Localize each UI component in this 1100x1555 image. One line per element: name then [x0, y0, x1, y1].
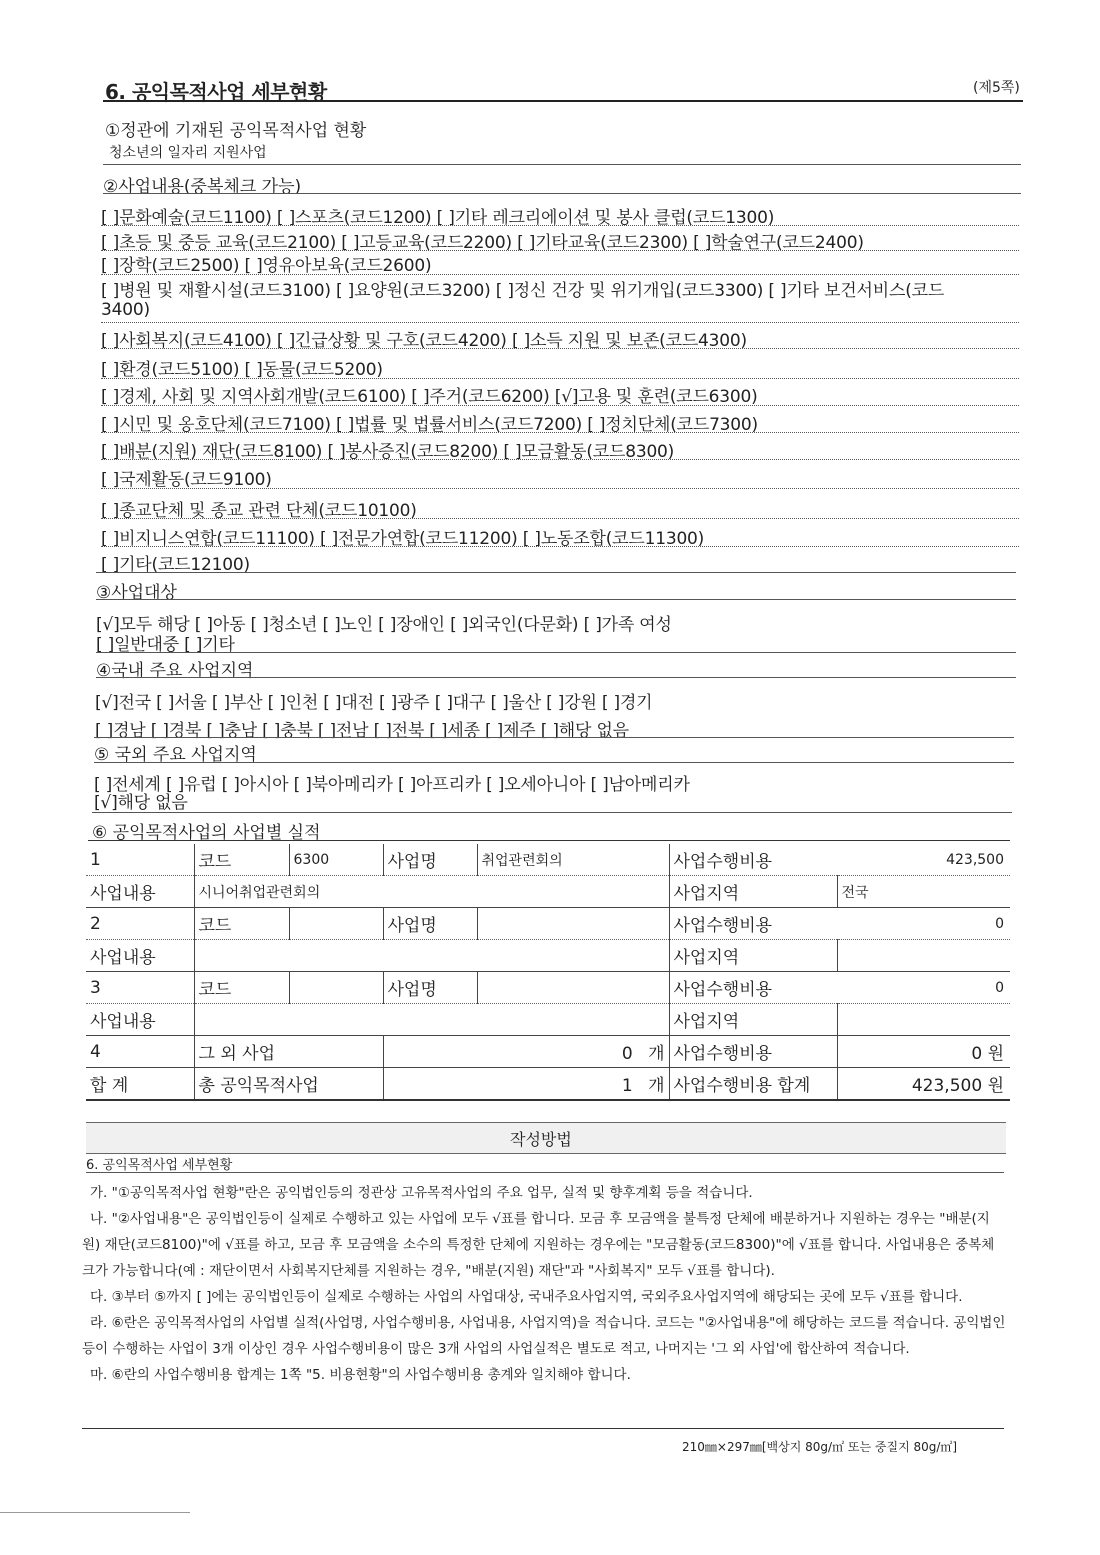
instruction-item: 다. ③부터 ⑤까지 [ ]에는 공익법인등이 실제로 수행하는 사업의 사업대상, 국내주요사업지역, 국외주요사업지역에 해당되는 곳에 모두 √표를 합니다.	[90, 1289, 963, 1305]
sec3-line: [√]모두 해당 [ ]아동 [ ]청소년 [ ]노인 [ ]장애인 [ ]외국인(다문화) [ ]가족 여성	[96, 615, 672, 635]
instruction-item: 나. "②사업내용"은 공익법인등이 실제로 수행하고 있는 사업에 모두 √표를 합니다. 모금 후 모금액을 불특정 단체에 배분하거나 지원하는 경우는 "배분(지원) 재단(코드8100)"에 √표를 하고, 모금 후 모금액을 소수의 특정한 단체에 지원하는 경우에는 "모금활동(코드8300)"에 √표를 합니다. 사업내용은 중복체크가 가능합니다(예 : 재단이면서 사회복지단체를 지원하는 경우, "배분(지원) 재단"과 "사회복지" 모두 √표를 합니다).	[82, 1211, 995, 1279]
sec2-line: [ ]병원 및 재활시설(코드3100) [ ]요양원(코드3200) [ ]정신 건강 및 위기개입(코드3300) [ ]기타 보건서비스(코드	[101, 281, 945, 301]
sec1-value: 청소년의 일자리 지원사업	[109, 145, 267, 161]
sec5-label: ⑤ 국외 주요 사업지역	[94, 745, 257, 765]
region-value	[837, 940, 1010, 972]
row-number: 1	[86, 844, 194, 876]
cost-value: 423,500	[837, 844, 1010, 876]
sec4-line: [√]전국 [ ]서울 [ ]부산 [ ]인천 [ ]대전 [ ]광주 [ ]대구 [ ]울산 [ ]강원 [ ]경기	[95, 693, 653, 713]
other-business-row: 4 그 외 사업 0 개 사업수행비용 0 원	[86, 1036, 1010, 1068]
instructions-title: 작성방법	[510, 1130, 572, 1149]
other-cost: 0 원	[837, 1036, 1010, 1068]
sec2-line: [ ]경제, 사회 및 지역사회개발(코드6100) [ ]주거(코드6200) [√]고용 및 훈련(코드6300)	[101, 387, 758, 407]
sec2-line: [ ]시민 및 옹호단체(코드7100) [ ]법률 및 법률서비스(코드7200) [ ]정치단체(코드7300)	[101, 415, 758, 435]
sec2-line: [ ]문화예술(코드1100) [ ]스포츠(코드1200) [ ]기타 레크리에이션 및 봉사 클럽(코드1300)	[101, 208, 775, 228]
sec2-line: [ ]배분(지원) 재단(코드8100) [ ]봉사증진(코드8200) [ ]모금활동(코드8300)	[101, 442, 675, 462]
title-rule	[103, 100, 1023, 102]
sec1-label: ①정관에 기재된 공익목적사업 현황	[105, 121, 367, 141]
sec2-line: [ ]국제활동(코드9100)	[101, 470, 272, 490]
instruction-item: 가. "①공익목적사업 현황"란은 공익법인등의 정관상 고유목적사업의 주요 업무, 실적 및 향후계획 등을 적습니다.	[90, 1185, 753, 1201]
sec2-line: [ ]종교단체 및 종교 관련 단체(코드10100)	[101, 501, 417, 521]
sec2-line: [ ]비지니스연합(코드11100) [ ]전문가연합(코드11200) [ ]노동조합(코드11300)	[101, 529, 705, 549]
instruction-item: 라. ⑥란은 공익목적사업의 사업별 실적(사업명, 사업수행비용, 사업내용, 사업지역)을 적습니다. 코드는 "②사업내용"에 해당하는 코드를 적습니다. 공익법인등이 수행하는 사업이 3개 이상인 경우 사업수행비용이 많은 3개 사업의 사업실적은 별도로 적고, 나머지는 '그 외 사업'에 합산하여 적습니다.	[82, 1315, 1006, 1357]
instructions-heading: 6. 공익목적사업 세부현황	[86, 1158, 233, 1173]
sec5-line: [√]해당 없음	[94, 793, 188, 813]
paper-spec: 210㎜×297㎜[백상지 80g/㎡ 또는 중질지 80g/㎡]	[682, 1440, 958, 1454]
business-name	[477, 972, 669, 1004]
sec3-line: [ ]일반대중 [ ]기타	[96, 635, 235, 655]
content-value	[194, 1004, 669, 1036]
sec2-label: ②사업내용(중복체크 가능)	[103, 177, 302, 197]
sec2-line: [ ]기타(코드12100)	[101, 555, 250, 575]
sec3-label: ③사업대상	[96, 583, 177, 603]
instructions-body	[82, 1180, 1007, 1388]
sec4-label: ④국내 주요 사업지역	[96, 661, 254, 681]
total-count: 1	[621, 1076, 633, 1096]
code-value	[289, 908, 383, 940]
table-row: 사업내용 사업지역	[86, 940, 1010, 972]
cost-value: 0	[837, 972, 1010, 1004]
page-number: (제5쪽)	[973, 80, 1020, 96]
sec2-line: [ ]사회복지(코드4100) [ ]긴급상황 및 구호(코드4200) [ ]소득 지원 및 보존(코드4300)	[101, 331, 747, 351]
content-value: 시니어취업관련회의	[194, 876, 669, 908]
total-row: 합 계 총 공익목적사업 1 개 사업수행비용 합계 423,500 원	[86, 1068, 1010, 1101]
sec5-line: [ ]전세계 [ ]유럽 [ ]아시아 [ ]북아메리카 [ ]아프리카 [ ]오세아니아 [ ]남아메리카	[94, 775, 690, 795]
instruction-item: 마. ⑥란의 사업수행비용 합계는 1쪽 "5. 비용현황"의 사업수행비용 총계와 일치해야 합니다.	[90, 1367, 631, 1383]
table-row: 2 코드 사업명 사업수행비용 0	[86, 908, 1010, 940]
table-row: 사업내용 사업지역	[86, 1004, 1010, 1036]
row-number: 3	[86, 972, 194, 1004]
code-value	[289, 972, 383, 1004]
business-name	[477, 908, 669, 940]
cost-value: 0	[837, 908, 1010, 940]
table-row: 3 코드 사업명 사업수행비용 0	[86, 972, 1010, 1004]
table-row: 1 코드 6300 사업명 취업관련회의 사업수행비용 423,500	[86, 844, 1010, 876]
sec2-line: [ ]장학(코드2500) [ ]영유아보육(코드2600)	[101, 256, 432, 276]
region-value: 전국	[837, 876, 1010, 908]
sec4-line: [ ]경남 [ ]경북 [ ]충남 [ ]충북 [ ]전남 [ ]전북 [ ]세종 [ ]제주 [ ]해당 없음	[95, 721, 629, 741]
other-count: 0	[621, 1044, 633, 1064]
business-name: 취업관련회의	[477, 844, 669, 876]
sec2-line: [ ]초등 및 중등 교육(코드2100) [ ]고등교육(코드2200) [ ]기타교육(코드2300) [ ]학술연구(코드2400)	[101, 233, 864, 253]
sec2-line: 3400)	[101, 300, 150, 320]
total-cost: 423,500 원	[837, 1068, 1010, 1101]
table-row: 사업내용 시니어취업관련회의 사업지역 전국	[86, 876, 1010, 908]
region-value	[837, 1004, 1010, 1036]
row-number: 2	[86, 908, 194, 940]
performance-table	[86, 844, 1010, 1101]
sec6-label: ⑥ 공익목적사업의 사업별 실적	[92, 823, 321, 843]
content-value	[194, 940, 669, 972]
sec2-line: [ ]환경(코드5100) [ ]동물(코드5200)	[101, 360, 383, 380]
section-title: 6. 공익목적사업 세부현황	[105, 80, 327, 104]
code-value: 6300	[289, 844, 383, 876]
